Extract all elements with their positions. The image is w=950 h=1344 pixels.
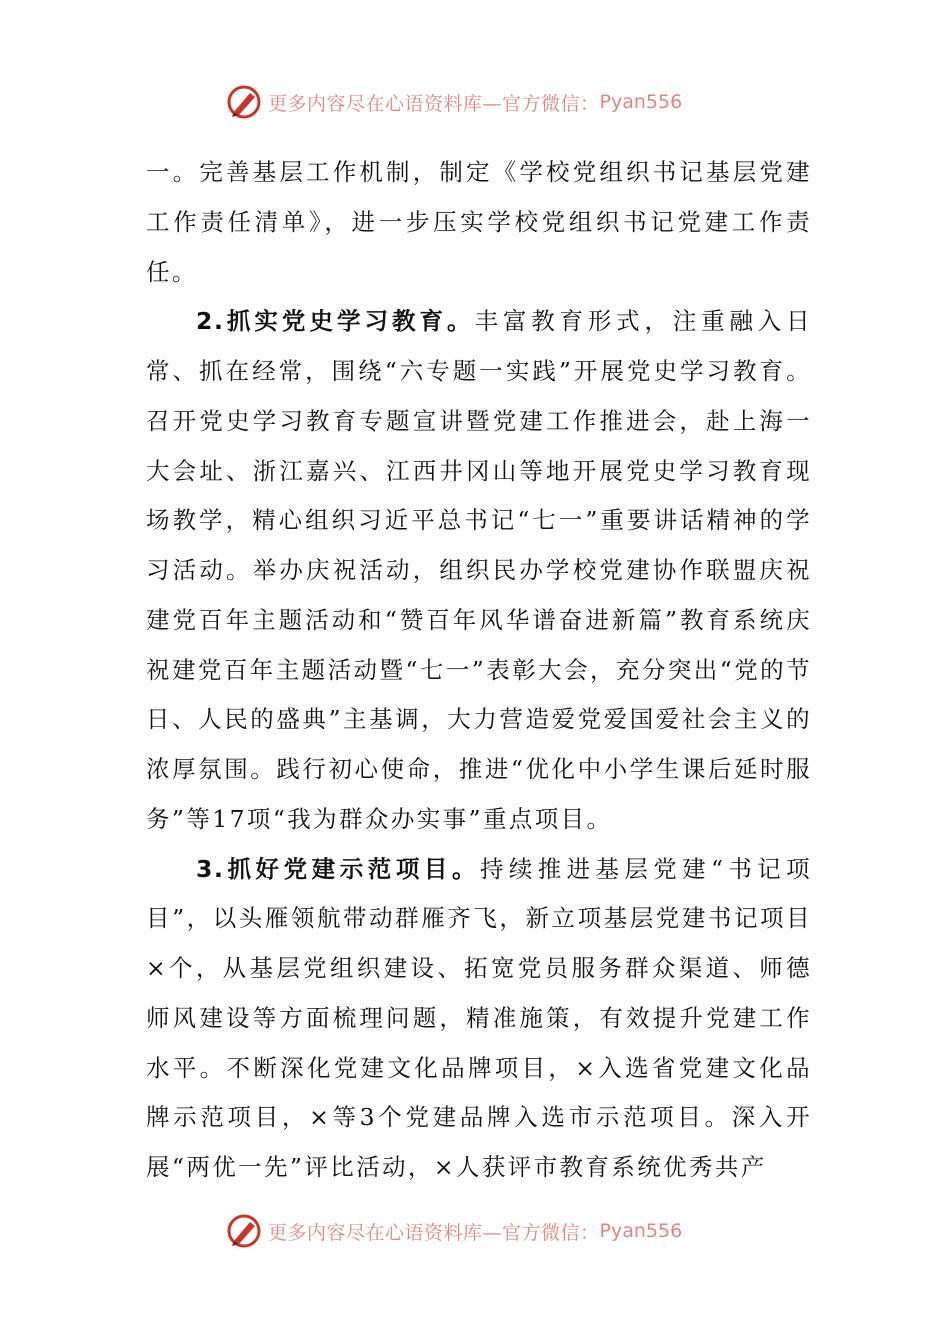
watermark-banner-bottom: [226, 1211, 682, 1251]
paragraph-2-body: 丰富教育形式，注重融入日常、抓在经常，围绕“六专题一实践”开展党史学习教育。召开党史学习教育专题宣讲暨党建工作推进会，赴上海一大会址、浙江嘉兴、江西井冈山等地开展党史学习教育现场教学，精心组织习近平总书记“七一”重要讲话精神的学习活动。举办庆祝活动，组织民办学校党建协作联盟庆祝建党百年主题活动和“赞百年风华谱奋进新篇”教育系统庆祝建党百年主题活动暨“七一”表彰大会，充分突出“党的节日、人民的盛典”主基调，大力营造爱党爱国爱社会主义的浓厚氛围。践行初心使命，推进“优化中小学生课后延时服务”等17项“我为群众办实事”重点项目。: [146, 307, 812, 833]
paragraph-3-body: 持续推进基层党建“书记项目”，以头雁领航带动群雁齐飞，新立项基层党建书记项目×个，从基层党组织建设、拓宽党员服务群众渠道、师德师风建设等方面梳理问题，精准施策，有效提升党建工作水平。不断深化党建文化品牌项目，×入选省党建文化品牌示范项目，×等3个党建品牌入选市示范项目。深入开展“两优一先”评比活动，×人获评市教育系统优秀共产: [146, 854, 812, 1181]
paragraph-2: [146, 297, 812, 844]
paragraph-2-heading: 2.抓实党史学习教育。: [196, 307, 475, 336]
watermark-text: 更多内容尽在心语资料库—官方微信：: [268, 92, 600, 115]
paragraph-1-body: 一。完善基层工作机制，制定《学校党组织书记基层党建工作责任清单》，进一步压实学校党组织书记党建工作责任。: [146, 158, 812, 286]
watermark-wechat-id: Pyan556: [599, 1220, 683, 1242]
watermark-banner-top: [226, 82, 682, 122]
watermark-wechat-id: Pyan556: [599, 91, 683, 113]
paragraph-3-heading: 3.抓好党建示范项目。: [196, 854, 481, 883]
pen-logo-icon: [226, 84, 262, 120]
watermark-text: 更多内容尽在心语资料库—官方微信：: [268, 1221, 600, 1244]
document-body: [146, 148, 812, 1193]
paragraph-1: [146, 148, 812, 297]
paragraph-3: [146, 845, 812, 1193]
pen-logo-icon: [226, 1213, 262, 1249]
